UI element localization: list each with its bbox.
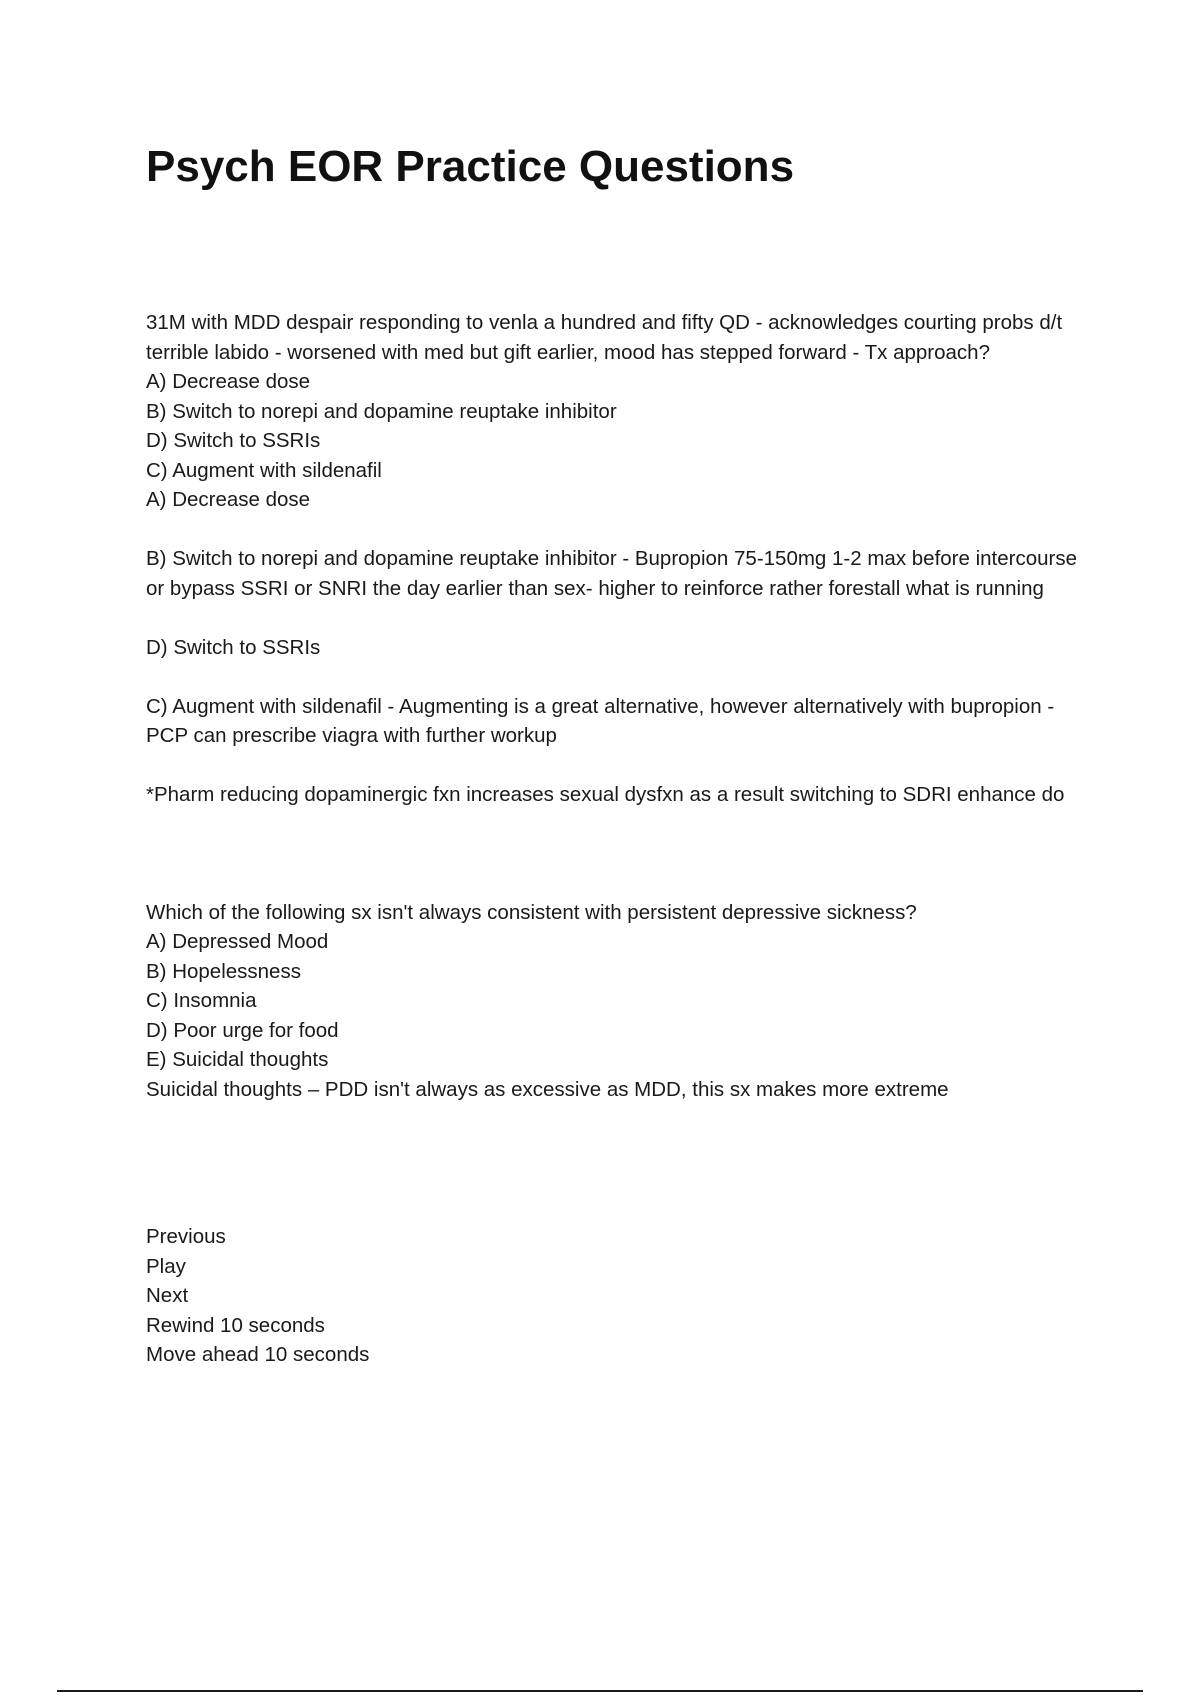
question-1-option: D) Switch to SSRIs	[146, 429, 321, 452]
question-1-answer: A) Decrease dose	[146, 488, 311, 511]
question-2-answer: Suicidal thoughts – PDD isn't always as excessive as MDD, this sx makes more extreme	[146, 1077, 949, 1101]
question-2	[146, 898, 1086, 1105]
question-1-option: A) Decrease dose	[146, 370, 311, 393]
question-1-explanation-c: C) Augment with sildenafil - Augmenting is a great alternative, however alternatively with bupropion - PCP can prescribe viagra with further workup	[146, 694, 1055, 747]
previous-button[interactable]: Previous	[146, 1225, 226, 1248]
question-2-option: D) Poor urge for food	[146, 1018, 339, 1042]
question-2-option: E) Suicidal thoughts	[146, 1048, 329, 1071]
media-controls	[146, 1222, 1086, 1370]
page-title: Psych EOR Practice Questions	[146, 142, 795, 191]
question-2-option: B) Hopelessness	[146, 959, 301, 983]
question-2-option: A) Depressed Mood	[146, 930, 329, 953]
question-1-explanation-b: B) Switch to norepi and dopamine reuptake inhibitor - Bupropion 75-150mg 1-2 max before intercourse or bypass SSRI or SNRI the day earlier than sex- higher to reinforce rather forestall what is running	[146, 547, 1077, 600]
rewind-button[interactable]: Rewind 10 seconds	[146, 1313, 325, 1337]
question-1-explanation-d: D) Switch to SSRIs	[146, 635, 321, 659]
question-2-stem: Which of the following sx isn't always consistent with persistent depressive sickness?	[146, 900, 917, 924]
question-1	[146, 308, 1086, 810]
question-2-option: C) Insomnia	[146, 989, 257, 1012]
question-1-note: *Pharm reducing dopaminergic fxn increases sexual dysfxn as a result switching to SDRI enhance do	[146, 783, 1065, 806]
next-button[interactable]: Next	[146, 1284, 189, 1307]
play-button[interactable]: Play	[146, 1254, 186, 1278]
bottom-divider	[57, 1690, 1143, 1692]
question-1-option: C) Augment with sildenafil	[146, 458, 382, 482]
document-body	[146, 308, 1086, 1370]
question-1-option: B) Switch to norepi and dopamine reuptake inhibitor	[146, 399, 617, 423]
question-1-stem: 31M with MDD despair responding to venla a hundred and fifty QD - acknowledges courting probs d/t terrible labido - worsened with med but gift earlier, mood has stepped forward - Tx approach?	[146, 311, 1063, 364]
forward-button[interactable]: Move ahead 10 seconds	[146, 1343, 370, 1366]
